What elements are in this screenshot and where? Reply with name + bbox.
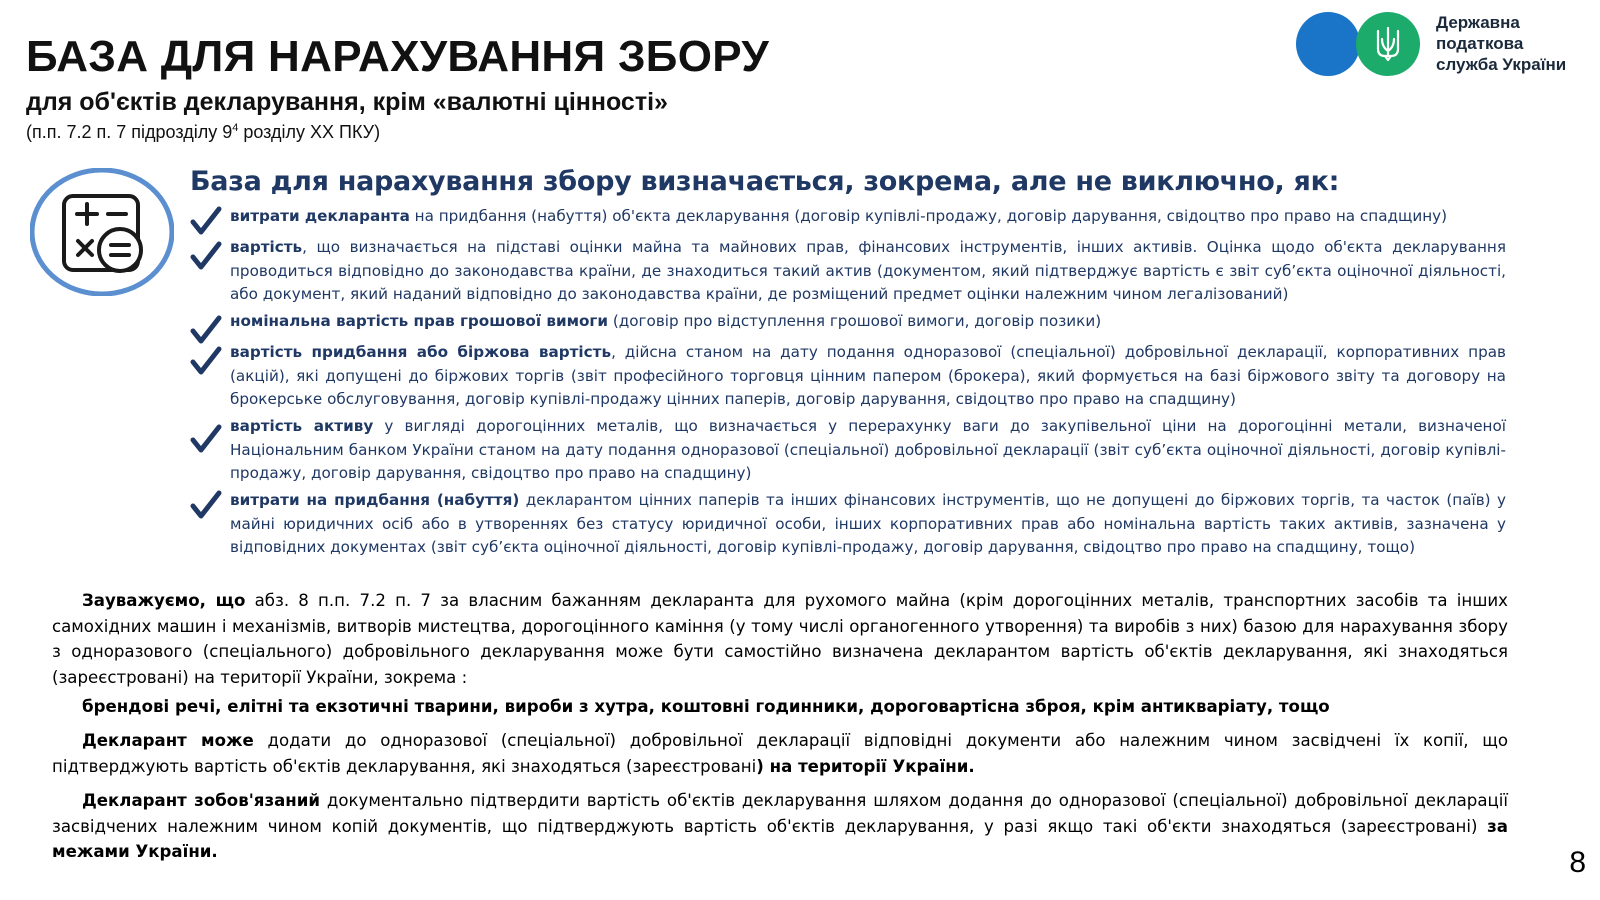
trident-icon bbox=[1373, 25, 1403, 63]
logo-line-1: Державна bbox=[1436, 13, 1520, 32]
checkmark-icon bbox=[190, 423, 222, 455]
calculator-icon bbox=[30, 168, 174, 296]
note-paragraph-3 bbox=[52, 788, 1508, 865]
note-3-lead: Декларант зобов'язаний bbox=[82, 791, 321, 810]
bullet-body: (договір про відступлення грошової вимоги, договір позики) bbox=[608, 312, 1102, 330]
bullet-text bbox=[230, 310, 1506, 334]
legal-reference bbox=[26, 122, 380, 143]
logo-line-2: податкова bbox=[1436, 34, 1524, 53]
logo-blue-circle bbox=[1296, 12, 1360, 76]
note-2-end: ) на території України. bbox=[756, 756, 975, 776]
note-examples: брендові речі, елітні та екзотичні тварини, вироби з хутра, коштовні годинники, дороговартісна зброя, крім антикваріату, тощо bbox=[82, 697, 1330, 716]
logo-text bbox=[1436, 12, 1566, 75]
bullet-body: , дійсна станом на дату подання одноразової (спеціальної) добровільної декларації, корпоративних прав (акцій), які допущені до біржових торгів (звіт професійного торговця цінним папером (брокера), який формується на базі біржового звіту та договору на брокерське обслуговування, договір купівлі-продажу цінних паперів, договір дарування, свідоцтво про право на спадщину) bbox=[230, 343, 1506, 408]
checkmark-icon bbox=[190, 489, 222, 521]
bullet-lead: вартість активу bbox=[230, 417, 374, 435]
bullet-text bbox=[230, 489, 1506, 560]
checkmark-icon bbox=[190, 240, 222, 272]
note-1-body: абз. 8 п.п. 7.2 п. 7 за власним бажанням декларанта для рухомого майна (крім дорогоцінних металів, транспортних засобів та інших самохідних машин і механізмів, витворів мистецтва, дорогоцінного каміння (у тому числі органогенного утворення) та виробів з них) базою для нарахування збору з одноразового (спеціального) добровільного декларування може бути самостійно визначена декларантом вартість об'єктів декларування, які знаходяться (зареєстровані) на території України, зокрема : bbox=[52, 591, 1508, 687]
bullet-body: у вигляді дорогоцінних металів, що визначається у перерахунку ваги до закупівельної ціни на дорогоцінні метали, визначеної Національним банком України станом на дату подання одноразової (спеціальної) добровільної декларації (звіт суб’єкта оціночної діяльності, договір купівлі-продажу, договір дарування, свідоцтво про право на спадщину) bbox=[230, 417, 1507, 482]
note-2-lead: Декларант може bbox=[82, 731, 254, 750]
bullet-lead: вартість придбання або біржова вартість bbox=[230, 343, 612, 361]
bullet-text bbox=[230, 415, 1506, 486]
checkmark-icon bbox=[190, 345, 222, 377]
checkmark-icon bbox=[190, 314, 222, 346]
note-3-body: документально підтвердити вартість об'єктів декларування шляхом додання до одноразової (спеціальної) добровільної декларації засвідчених належним чином копій документів, що підтверджують вартість об'єктів декларування, у разі якщо такі об'єкти знаходяться (зареєстровані) bbox=[52, 791, 1509, 836]
ref-superscript: 4 bbox=[232, 122, 239, 134]
note-2-body: додати до одноразової (спеціальної) добровільної декларації відповідні документи або належним чином засвідчені їх копії, що підтверджують вартість об'єктів декларування, які знаходяться (зареєстровані bbox=[52, 731, 1508, 776]
logo-green-circle bbox=[1356, 12, 1420, 76]
note-paragraph-2 bbox=[52, 728, 1508, 779]
page-subtitle: для об'єктів декларування, крім «валютні цінності» bbox=[26, 88, 668, 116]
page-number: 8 bbox=[1569, 846, 1586, 879]
note-paragraph-1 bbox=[52, 588, 1508, 690]
bullet-body: на придбання (набуття) об'єкта декларування (договір купівлі-продажу, договір дарування, свідоцтво про право на спадщину) bbox=[409, 207, 1448, 225]
checkmark-icon bbox=[190, 205, 222, 237]
dps-logo bbox=[1296, 10, 1586, 80]
ref-suffix: розділу ХХ ПКУ) bbox=[238, 122, 381, 142]
bullet-lead: вартість bbox=[230, 238, 303, 256]
bullet-lead: номінальна вартість прав грошової вимоги bbox=[230, 312, 609, 330]
page-title: БАЗА ДЛЯ НАРАХУВАННЯ ЗБОРУ bbox=[26, 32, 769, 81]
bullet-text bbox=[230, 205, 1506, 229]
bullet-body: , що визначається на підставі оцінки майна та майнових прав, фінансових інструментів, інших активів. Оцінка щодо об'єкта декларування проводиться відповідно до законодавства країни, де знаходиться такий актив (документом, який підтверджує вартість є звіт суб’єкта оціночної діяльності, або документ, який наданий відповідно до законодавства країни, де розміщений предмет оцінки належним чином легалізований) bbox=[230, 238, 1506, 303]
bullet-body: декларантом цінних паперів та інших фінансових інструментів, що не допущені до біржових торгів, та часток (паїв) у майні юридичних осіб або в утвореннях без статусу юридичної особи, інших корпоративних прав або номінальна вартість таких активів, зазначена у відповідних документах (звіт суб’єкта оціночної діяльності, договір купівлі-продажу, договір дарування, свідоцтво про право на спадщину, тощо) bbox=[230, 491, 1506, 556]
logo-line-3: служба України bbox=[1436, 55, 1567, 74]
note-3-end: за межами України. bbox=[52, 816, 1508, 861]
bullet-text bbox=[230, 341, 1506, 412]
bullet-text bbox=[230, 236, 1506, 307]
bullet-lead: витрати на придбання (набуття) bbox=[230, 491, 520, 509]
section-heading: База для нарахування збору визначається, зокрема, але не виключно, як: bbox=[190, 166, 1340, 197]
ref-prefix: (п.п. 7.2 п. 7 підрозділу 9 bbox=[26, 122, 233, 142]
note-1-lead: Зауважуємо, що bbox=[82, 591, 246, 610]
bullet-lead: витрати декларанта bbox=[230, 207, 410, 225]
